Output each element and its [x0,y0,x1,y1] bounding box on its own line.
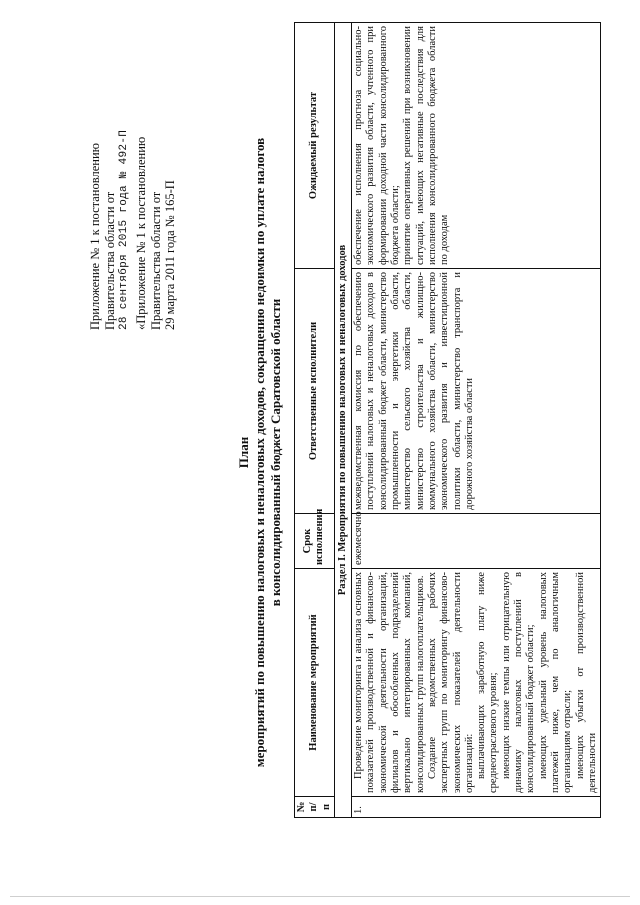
approval-line-1: Приложение № 1 к постановлению [88,143,102,330]
previous-line-2: Правительства области от [148,191,163,330]
previous-line-3: 29 марта 2011 года № 165-П [163,180,177,330]
measure-para-4: имеющих низкие темпы или отрицательную динамику налоговых поступлений в консолидированный бюджет области; [500,572,537,793]
document-subtitle-line-2: в консолидированный бюджет Саратовской области [268,298,283,607]
document-title: План [236,436,251,469]
measure-para-3: выплачивающих заработную плату ниже среднеотраслевого уровня; [476,572,500,793]
page-edge-line [10,896,630,897]
row-result [352,23,601,269]
table-header-row [295,23,335,818]
approval-date: 28 сентября 2015 года № 492-П [118,129,130,330]
document-subtitle-line-1: мероприятий по повышению налоговых и неналоговых доходов, сокращению недоимки по уплате налогов [252,137,267,768]
approval-line-2: Правительства области от [102,191,117,330]
result-para-1: обеспечение исполнения прогноза социально-экономического развития области, учтенного при формировании доходной части консолидированного бюджета области; [353,26,402,265]
table-row [352,23,601,818]
section-title: Раздел I. Мероприятия по повышению налоговых и неналоговых доходов [334,23,351,818]
previous-appendix-reference [134,137,178,330]
row-term: ежемесячно [352,514,601,569]
row-num: 1. [352,797,601,818]
previous-line-1: «Приложение № 1 к постановлению [134,136,148,330]
measure-para-1: Проведение мониторинга и анализа основных показателей производственной и финансово-экономической деятельности организаций, филиалов и обособленных подразделений вертикально интегрированных компаний, консолидированных групп налогоплательщиков. [353,572,426,793]
approval-stamp [88,130,132,330]
measure-para-6: имеющих убытки от производственной деятельности [574,572,598,793]
header-executors: Ответственные исполнители [295,269,335,514]
header-num: № п/п [295,797,335,818]
row-measure-name [352,569,601,797]
row-executors: межведомственная комиссия по обеспечению поступлений налоговых и неналоговых доходов в консолидированный бюджет области, министерство промышленности и энергетики области, министерство сельского хозяйства области, министерство строительства и жилищно-коммунального хозяйства области, министерство экономического развития и инвестиционной политики области, министерство транспорта и дорожного хозяйства области [352,269,601,514]
header-term: Срок исполнения [295,514,335,569]
section-row [334,23,351,818]
measures-table [294,22,601,818]
header-name: Наименование мероприятий [295,569,335,797]
header-result: Ожидаемый результат [295,23,335,269]
measure-para-2: Создание ведомственных рабочих экспертных групп по мониторингу финансово-экономических показателей деятельности организаций: [426,572,475,793]
measure-para-5: имеющих удельный уровень налоговых платежей ниже, чем по аналогичным организациям отрасли; [537,572,574,793]
result-para-2: принятие оперативных решений при возникновении ситуаций, имеющих негативные последствия для исполнения консолидированного бюджета области по доходам [402,26,451,265]
